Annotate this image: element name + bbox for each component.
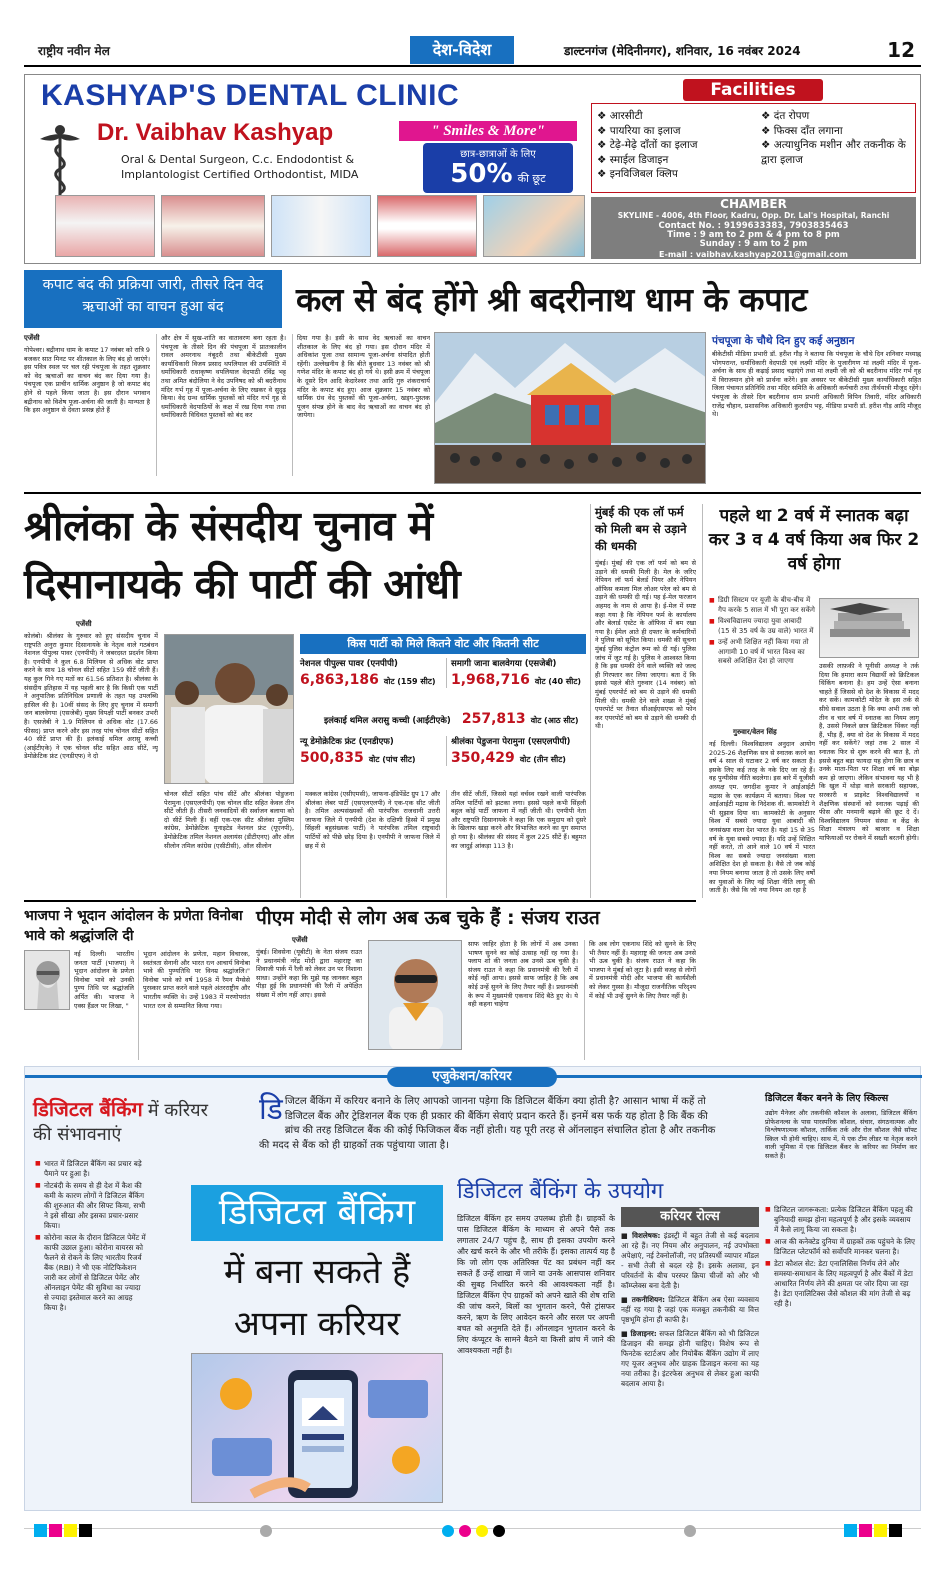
chamber-title: CHAMBER <box>720 197 787 211</box>
offer-percent: 50% <box>450 159 513 189</box>
skills-headline: डिजिटल बैंकर बनने के लिए स्किल्स <box>765 1093 889 1104</box>
party-name: श्रीलंका पेडुजना पेरामुना (एसएलपीपी) <box>451 737 571 747</box>
mumbai-story <box>590 504 696 898</box>
grey-dot <box>684 1522 696 1541</box>
education-section <box>24 1066 921 1511</box>
facility-item: ❖ पायरिया का इलाज <box>597 124 681 137</box>
article-column: नई दिल्ली। विश्वविद्यालय अनुदान आयोग 2025-26 शैक्षणिक सत्र से स्नातक करने का वर्ष 4 साल से घटाकर 2 वर्ष कर सकता है। इसके लिए कई तरह के नके दिए जा रहे हैं। वह पुन्यीसेस नीति बदलेगा। इस बारे में यूजीसी अध्यक्ष एम. जगदीश कुमार ने आईआईटी मद्रास के एक कार्यक्रम में बताया। विश्व पर आईआईटी मद्रास के निदेशक वी. कामकोटी ने भी सुझाव दिया था। कामकोटी के अनुसार विश्व में सबसे ज्यादा युवा आबादी की जनसंख्या वाला देश भारत है। यहां 15 से 35 वर्ष के युवा सबसे ज्यादा हैं। यदि उन्हें शिक्षित नहीं करते, तो आने वाले 10 वर्ष में भारत विश्व का सबसे ज्यादा जनसंख्या वाला अशिक्षित देश हो सकता है। वैसे तो जब कोई नया नियम बनाया जाता है तो उसके लिए वर्षों का युवाओं के लिए नई शिक्षा नीति लागू की जाती है। जैसे कि जो नया नियम आ रहा है <box>709 740 815 895</box>
byline: एजेंसी <box>24 334 40 342</box>
intro-text: जिटल बैंकिंग में करियर बनाने के लिए आपको जानना पड़ेगा कि डिजिटल बैंकिंग क्या होती है? आसान भाषा में कहें तो डिजिटल बैंक और ट्रेडिशनल बैंक एक ही प्रकार की बैंकिंग सेवाएं प्रदान करते हैं। इनमें बस फर्क यह होता है कि बैंक की ब्रांच की तरह डिजिटल बैंक की कोई फिजिकल बैंक नहीं होती। यह पूरी तरह से ऑनलाइन संचालित होता है और तकनीक की मदद से बैंक को ही ग्राहकों तक पहुंचाया जाता है। <box>259 1096 716 1151</box>
raut-headline: पीएम मोदी से लोग अब ऊब चुके हैं : संजय राउत <box>256 907 600 929</box>
highlight-item: ■ विश्वविद्यालय ज्यादा युवा आबादी (15 से 35 वर्ष के उम्र वाले) भारत में <box>709 617 815 636</box>
graduation-byline: गुरुवार/वेतन सिंह <box>733 728 777 736</box>
article-column: चोनल सीटों सहित पांच सीटें और श्रीलंका पोडुजना पेरामुना (एसएलपीपी) एक चोनल सीट सहित केवल तीन सीटें जीती हैं। तीसरी जनवादियों की सर्वाजन बलाया को दो सीटें मिली हैं। वहीं एक-एक सीट श्रीलंका मुस्लिम कांग्रेस, डेमोक्रेटिक यूनाइटेड नेशनल फ्रंट (यूएनपी), डेमोक्रेटिक तमिल नेशनल अलायंस (डीटीएनए) और ऑल सीलोन तमिल कांग्रेस (एसीटीसी), ऑल सीलोन <box>164 790 294 850</box>
party-name: नेशनल पीपुल्स पावर (एनपीपी) <box>300 659 398 669</box>
smile-photo <box>377 195 477 257</box>
cmyk-dots-center <box>442 1522 505 1541</box>
chamber-sunday: Sunday : 9 am to 2 pm <box>699 239 808 249</box>
career-prospects-list <box>35 1159 147 1315</box>
side-article: बीकेटीसी मीडिया प्रभारी डॉ. हरीश गौड़ ने बताया कि पंचपूजा के चौथे दिन शनिवार मध्याह्न भोगपरान्त, धर्माधिकारी वेदपाठी एवं लक्ष्मी मंदिर के पुजारीगण मां लक्ष्मी मंदिर में पूजा-अर्चना के साथ ही कढ़ाई प्रसाद चढ़ाएंगे तथा मां लक्ष्मी जी को श्री बदरीनाथ मंदिर गर्भ गृह में विराजमान होने को प्रार्थना करेंगे। इस अवसर पर बीकेटीसी मुख्य कार्याधिकारी सहित जिला पंचायत प्रतिनिधि तथा मंदिर समिति के अधिकारी कर्मचारी तथा तीर्थयात्री मौजूद रहेंगे। पंचपूजा के तीसरे दिन बदरीनाथ धाम प्रभारी अधिकारी विपिन तिवारी, मंदिर अधिकारी राजेंद्र चौहान, प्रशासनिक अधिकारी कुलदीप भट्ट, मीडिया प्रभारी डॉ. हरीश गौड़ आदि मौजूद थे। <box>712 350 921 419</box>
party-name: न्यू डेमोक्रेटिक फ्रंट (एनडीएफ) <box>300 737 394 747</box>
chamber-box <box>591 197 916 259</box>
grey-dot <box>260 1522 272 1541</box>
dateline: डाल्टनगंज (मेदिनीनगर), शनिवार, 16 नवंबर 2024 <box>564 44 801 58</box>
intro-paragraph <box>259 1092 717 1153</box>
article-column: साफ जाहिर होता है कि लोगों में अब उनका भाषण सुनने का कोई उत्साह नहीं रह गया है। फ्लाप शो की जनता अब उनसे ऊब चुकी है। संजय राउत ने कहा कि प्रधानमंत्री की रैली में कोई नहीं आया। इससे साफ जाहिर है कि अब कोई उन्हें सुनने के लिए तैयार नहीं है। प्रधानमंत्री के रूप में मुख्यमंत्री एकनाथ शिंदे बैठे हुए थे। ये वही कहना चाहेगा <box>468 940 578 1009</box>
roles-head: करियर रोल्स <box>621 1207 759 1227</box>
party-row <box>300 736 438 766</box>
facilities-list-right <box>761 109 911 167</box>
kicker-box: कपाट बंद की प्रक्रिया जारी, तीसरे दिन वेद ऋचाओं का वाचन हुआ बंद <box>24 270 282 328</box>
party-votes: 350,429 <box>451 750 515 766</box>
skills-intro: उद्योग मैनेजर और तकनीकी कौशल के अलावा, डिजिटल बैंकिंग प्रोफेशनल्स के पास पारस्परिक कौशल, संचार, संगठनात्मक और विश्लेषणात्मक कौशल, तार्किक तर्क और रोल कौशल जैसे सॉफ्ट स्किल भी होनी चाहिए। साथ में, ये एक टीम लीडर या नेतृत्व करने वाली भूमिका में एक डिजिटल बैंकर के करियर का निर्माण कर सकते हैं। <box>765 1109 917 1160</box>
party-name: इलंकाई थमिल अरासु कच्ची (आईटीएके) <box>324 716 451 726</box>
party-votes: 257,813 <box>461 711 526 727</box>
facilities-list-left <box>597 109 757 182</box>
chamber-address: SKYLINE - 4006, 4th Floor, Kadru, Opp. Dr. Lal's Hospital, Ranchi <box>617 211 890 220</box>
role-text: इंडस्ट्री में बहुत तेजी से कई बदलाव आ रहे हैं। नए नियम और अनुपालन, नई उपभोक्ता अपेक्षाएं, नई टेक्नोलॉजी, नए प्रतिस्पर्धी व्यापार मॉडल - सभी तेजी से बदल रहे हैं। इसके अलावा, इन परिवर्तनों के बीच परस्पर क्रिया चीजों को और भी कॉम्प्लेक्स बना देती है। <box>621 1231 759 1290</box>
cmyk-strip-right <box>844 1522 904 1541</box>
child-patient-photo <box>483 195 585 257</box>
chamber-time: Time : 9 am to 2 pm & 4 pm to 8 pm <box>667 229 840 240</box>
party-votes: 6,863,186 <box>300 672 379 688</box>
role-text: सफल डिजिटल बैंकिंग को भी डिजिटल डिजाइन की समझ होनी चाहिए। विशेष रूप से फिनटेक स्टार्टअप और नियोबैंक बैंकिंग उद्योग में लाए गए यूजर अनुभव और ग्राहक डिजाइन करना का यह नया तरीका है। इंटरफेस अनुभव से लेकर हुआ काफी बदलाव आया है। <box>621 1329 759 1388</box>
section-divider <box>24 492 921 494</box>
section-divider <box>24 900 696 902</box>
section-label: देश-विदेश <box>410 36 514 64</box>
caduceus-logo <box>35 123 85 199</box>
qualification-1: Oral & Dental Surgeon, C.c. Endodontist & <box>121 153 355 166</box>
article-column: तीन सीटें जीतीं, जिससे यहां वर्चस्व रखने वाली पारंपरिक तमिल पार्टियों को झटका लगा। इससे पहले कभी सिंहली बहुल कोई पार्टी जाफना में नहीं जीती थी। एनपीपी नेता और राष्ट्रपति दिसानायके ने कहा कि एक समुदाय को दूसरे के खिलाफ खड़ा करने और विभाजित करने का युग समाप्त हो गया है। श्रीलंका की संसद में कुल 225 सीटें हैं। बहुमत का जादुई आंकड़ा 113 है। <box>446 790 586 898</box>
role-item <box>621 1295 759 1325</box>
teeth-photo-strip <box>55 195 585 257</box>
masthead <box>24 36 921 66</box>
clinic-name: KASHYAP'S DENTAL CLINIC <box>41 79 460 112</box>
chamber-email: E-mail : vaibhav.kashyap2011@gmail.com <box>659 249 848 259</box>
sanjay-raut-photo <box>368 940 462 1050</box>
role-text: डिजिटल बैंकिंग अब ऐसा व्यवसाय नहीं रह गया है जहां एक मजबूत तकनीकी या वित्त पृष्ठभूमि होना ही काफी है। <box>621 1295 759 1324</box>
student-offer <box>423 143 573 193</box>
facilities-box <box>591 79 916 191</box>
cmyk-strip-left <box>34 1522 94 1541</box>
party-row <box>446 736 586 766</box>
head-rest: में करियर की संभावनाएं <box>33 1100 208 1145</box>
article-column: गोपेश्वर। बद्रीनाथ धाम के कपाट 17 नवंबर को रात्रि 9 बजकर सात मिनट पर शीतकाल के लिए बंद हो जाएंगे। इस पवित्र स्थल पर चल रही पंचपूजा के तहत शुक्रवार को वेद ऋचाओं का वाचन बंद कर दिया गया है। पंचपूजा एक प्राचीन धार्मिक अनुष्ठान है जो कपाट बंद होने से पहले किया जाता है। इस दौरान भगवान बद्रीनाथ को विशेष पूजा-अर्चना की जाती है। मान्यता है कि इस अनुष्ठान से देवता प्रसन्न होते हैं <box>24 346 150 415</box>
vinoba-bhave-photo <box>24 950 70 1010</box>
graphic-line-2: में बना सकते हैं <box>223 1252 411 1292</box>
facilities-title: Facilities <box>683 79 823 101</box>
party-votes: 500,835 <box>300 750 364 766</box>
skill-item: ■ डिजिटल जागरूकता: प्रत्येक डिजिटल बैंकिंग पहलू की बुनियादी समझ होना महत्वपूर्ण है और इसके व्यवसाय में कैसे लागू किया जा सकता है। <box>765 1205 917 1235</box>
role-item <box>621 1329 759 1389</box>
career-prospects-head <box>33 1095 227 1146</box>
facility-item: ❖ टेढ़े-मेढ़े दाँतों का इलाज <box>597 139 698 151</box>
graduation-story <box>702 504 921 898</box>
digital-banking-graphic <box>155 1177 445 1507</box>
role-item <box>621 1231 759 1291</box>
badrinath-temple-photo <box>434 332 706 484</box>
uses-article: डिजिटल बैंकिंग हर समय उपलब्ध होती है। ग्राहकों के पास डिजिटल बैंकिंग के माध्यम से अपने पैसे तक लगातार 24/7 पहुंच है, साथ ही इसका उपयोग करने और खर्च करने के और भी तरीके हैं। इसका तात्पर्य यह है कि जो लोग एक अतिरिक्त पेंट का प्रबंधन नहीं कर सकते हैं उन्हें शाखा में जाने या उनके आसपास शनिवार की सुबह निर्धारित करने की आवश्यकता नहीं है। डिजिटल बैंकिंग ऐप ग्राहकों को अपने खाते की शेष राशि की जांच करने, बिलों का भुगतान करने, पैसे ट्रांसफर करने, ऋण के लिए आवेदन करने और सरल पर अपनी बचत को अनुमति देते हैं। ऑनलाइन भुगतान करने के लिए कंप्यूटर के सामने बैठने या किसी ब्रांच में जाने की आवश्यकता नहीं है। <box>457 1214 615 1355</box>
page-number: 12 <box>887 38 915 62</box>
facility-item: ❖ आरसीटी <box>597 110 643 122</box>
facility-item: ❖ फिक्स दाँत लगाना <box>761 124 843 137</box>
party-row <box>300 708 586 727</box>
offer-line: छात्र-छात्राओं के लिए <box>460 149 536 160</box>
dental-clinic-ad <box>24 74 921 264</box>
head-red: डिजिटल बैंकिंग <box>33 1097 143 1121</box>
facility-item: ❖ इनविजिबल क्लिप <box>597 168 678 180</box>
article-column: नई दिल्ली। भारतीय जनता पार्टी (भाजपा) ने भूदान आंदोलन के प्रणेता विनोबा भावे को उनकी पुण्य तिथि पर श्रद्धांजलि अर्पित की। भाजपा ने एक्स हैंडल पर लिखा, " <box>74 950 134 1010</box>
skills-list <box>765 1205 917 1311</box>
skill-item: ■ आज की कनेक्टेड दुनिया में ग्राहकों तक पहुंचने के लिए डिजिटल प्लेटफॉर्म को सर्वोपरि मानकर चलना है। <box>765 1237 917 1257</box>
party-row <box>300 658 438 688</box>
print-marks <box>24 1522 921 1538</box>
facility-item: ❖ दंत रोपण <box>761 110 810 122</box>
qualification-2: Implantologist Certified Orthodontist, MIDA <box>121 168 359 181</box>
article-column: भूदान आंदोलन के प्रणेता, महान विचारक, स्वतंत्रता सेनानी और भारत रत्न आचार्य विनोबा भावे की पुण्यतिथि पर विनम्र श्रद्धांजलि।" विनोबा भावे को वर्ष 1958 में रैमन मैग्सेसे पुरस्कार प्राप्त करने वाले पहले अंतरराष्ट्रीय और भारतीय व्यक्ति थे। उन्हें 1983 में मरणोपरांत भारत रत्न से सम्मानित किया गया। <box>138 950 250 1060</box>
article-column: मक्कल कांग्रेस (एसीएमसी), जाफना-इंडिपेंडेंट ग्रुप 17 और श्रीलंका लेबर पार्टी (एसएलएलपी) ने एक-एक सीट जीती है। तमिल अल्पसंख्यकों की पारंपरिक राजधानी उत्तरी जाफना जिले में एनपीपी (देश के दक्षिणी हिस्से में प्रमुख सिंहली बहुसंख्यक पार्टी) ने पारंपरिक तमिल राष्ट्रवादी पार्टियों को पीछे छोड़ दिया है। एनपीपी ने जाफना जिले में छह में से <box>300 790 440 898</box>
facility-item: ❖ अत्याधुनिक मशीन और तकनीक के द्वारा इलाज <box>761 139 906 166</box>
badrinath-headline: कल से बंद होंगे श्री बदरीनाथ धाम के कपाट <box>296 280 807 319</box>
graduation-headline: पहले था 2 वर्ष में स्नातक बढ़ा कर 3 व 4 वर्ष किया अब फिर 2 वर्ष होगा <box>708 506 920 574</box>
teeth-photo <box>161 195 265 257</box>
party-seats: वोट (आठ सीट) <box>530 716 579 725</box>
skill-item: ■ डेटा कौशल सेट: डेटा एनालिसिस निर्णय लेने और समस्या-समाधान के लिए महत्वपूर्ण है और बैंकों में डेटा आधारित निर्णय लेने की क्षमता पर जोर दिया जा रहा है। डेटा एनालिटिक्स जैसे कौशल की मांग तेजी से बढ़ रही है। <box>765 1259 917 1309</box>
implant-photo <box>271 195 371 257</box>
tagline: " Smiles & More" <box>399 121 577 141</box>
byline: एजेंसी <box>292 936 308 944</box>
side-headline: पंचपूजा के चौथे दिन हुए कई अनुष्ठान <box>712 335 855 347</box>
article-column: उसकी लाफ़की ने यूनीसी अध्यक्ष ने तर्क दिया कि हमारा काम विद्यार्थी को क्रिटिकल थिंकिंग बनाना है। हम उन्हें ऐसा बनाना चाहते हैं जिससे वो देश के विकास में मदद कर सकें। कामकोटी मोदेत के इस तर्क से सीधे सवाल उठता है कि क्या अभी तक जो तीन व चार वर्ष में स्नातक का नियम लागू है, उससे निकले छात्र क्रिटिकल थिंकर नहीं हैं, भीड़ हैं, क्या वो देश के विकास में मदद नहीं कर सकेंगे? जहां तक 2 साल में स्नातक फिर से शुरू करने की बात है, तो इससे बहुत बड़ा फायदा यह होगा कि छात्र व उनके माता-पिता पर शिक्षा वर्ष का बोझ कम हो जाएगा। लेकिन संभावना यह भी है कि खुल में थोड़ा वाले सरकारी सहायक, सरकारी व प्राइवेट विश्वविद्यालयों व शैक्षणिक संस्थानों को स्नातक पढ़ाई की फीस और मनमानी बढ़ाने की छूट दे दें। विश्वविद्यालय नियमन संस्था व केंद्र के शिक्षा मंत्रालय को बाजार व शिक्षा माफियाओं पर रोकने में सख्ती बरतनी होगी। <box>819 662 919 842</box>
mumbai-headline: मुंबई की एक लॉ फर्म को मिली बम से उड़ाने की धमकी <box>595 505 687 553</box>
masthead-rule <box>24 65 921 67</box>
party-seats: वोट (तीन सीट) <box>519 755 566 764</box>
party-seats: वोट (40 सीट) <box>534 677 582 686</box>
chamber-contact: Contact No. : 9199633383, 7903835463 <box>658 220 849 231</box>
article-column: और क्षेत्र में सुख-शांति का वातावरण बना रहता है। पंचपूजा के तीसरे दिन की पंचपूजा में प्रातःकालीन रावल अमरनाथ नंबूदरी तथा बीकेटीसी मुख्य कार्याधिकारी विजय प्रसाद थपलियाल की उपस्थिति में धर्माधिकारी राधाकृष्ण थपलियाल वेदपाठी रविंद्र भट्ट तथा अमित बंदोलिया ने वेद उपनिषद को श्री बदरीनाथ मंदिर गर्भ गृह में पूजा-अर्चना के लिए रखकर वे सुदृढ़ किया। वेद ग्रन्थ धार्मिक पुस्तकों को मंदिर गर्भ गृह से धर्माधिकारी वेदपाठियों के कक्ष में रख दिया गया तथा धर्माधिकारी विधिवत पुस्तकों को बंद कर <box>156 334 286 476</box>
doctor-name: Dr. Vaibhav Kashyap <box>97 119 334 146</box>
drop-cap: डि <box>259 1092 283 1127</box>
srilanka-headline-2: दिसानायके की पार्टी की आंधी <box>24 560 461 608</box>
dissanayake-photo <box>164 634 294 784</box>
roles-list <box>621 1231 759 1503</box>
prospect-item: ■ भारत में डिजिटल बैंकिंग का प्रचार बड़े पैमाने पर हुआ है। <box>35 1159 147 1179</box>
education-banner: एजुकेशन/करियर <box>387 1067 557 1087</box>
article-column: कोलंबो। श्रीलंका के गुरुवार को हुए संसदीय चुनाव में राष्ट्रपति अनुरा कुमार दिसानायके के नेतृत्व वाले गठबंधन नेशनल पीपुल्स पावर (एनपीपी) ने जबरदस्त प्रदर्शन किया है। एनपीपी ने कुल 6.8 मिलियन से अधिक वोट प्राप्त करने के साथ 18 चोनल सीटों सहित 159 सीटें जीती हैं। यह कुल गिने गए मतों का 61.56 प्रतिशत है। श्रीलंका के संसदीय इतिहास में यह पहली बार है कि किसी एक पार्टी ने अनुपातिक प्रतिनिधित्व प्रणाली के तहत यह उपलब्धि हासिल की है। 10वीं संसद के लिए हुए चुनाव में समागी जन बालवेगया (एसजेबी) मुख्य विपक्षी पार्टी बनकर उभरी है। एसजेबी ने 1.9 मिलियन से अधिक वोट (17.66 फीसद) प्राप्त करने और इस तरह पांच चोनल सीटों सहित 40 सीटें प्राप्त की हैं। इलंकाई थमिल अरासु कच्ची (आईटीएके) ने एक चोनल सीट सहित आठ सीटें, न्यू डेमोक्रेटिक फ्रंट (एनडीएफ) ने दो <box>24 632 158 761</box>
prospect-item: ■ नोटबंदी के समय से ही देश में कैश की कमी के कारण लोगों ने डिजिटल बैंकिंग की शुरुआत की और सिफ्ट किया, सभी ने इसे सीखा और इसका प्रचार-प्रसार किया। <box>35 1181 147 1231</box>
srilanka-story <box>24 498 589 898</box>
graphic-title-bar: डिजिटल बैंकिंग <box>191 1185 443 1241</box>
article-column: मुंबई। शिवसेना (यूबीटी) के नेता संजय राउत ने प्रधानमंत्री नरेंद्र मोदी द्वारा महाराष्ट्र का शिवाजी पार्क में रैली को लेकर उन पर निशाना साधा। उन्होंने कहा कि मुझे यह जानकर बहुत पीड़ा हुई कि प्रधानमंत्री की रैली में अपेक्षित संख्या में लोग नहीं आए। इससे <box>256 948 362 999</box>
facility-item: ❖ स्माईल डिजाइन <box>597 153 669 166</box>
graphic-line-3: अपना करियर <box>233 1304 401 1344</box>
highlight-item: ■ उन्हें अभी शिक्षित नहीं किया गया तो आगामी 10 वर्ष में भारत विश्व का सबसे अशिक्षित देश हो जाएगा <box>709 638 815 667</box>
offer-suffix: की छूट <box>517 172 546 185</box>
vote-table <box>300 656 586 784</box>
graduation-highlights <box>709 596 815 669</box>
uses-headline: डिजिटल बैंकिंग के उपयोग <box>457 1179 664 1204</box>
badrinath-story <box>24 270 921 490</box>
bhoodan-headline: भाजपा ने भूदान आंदोलन के प्रणेता विनोबा भावे को श्रद्धांजलि दी <box>24 908 243 944</box>
vote-table-title: किस पार्टी को मिले कितने वोट और कितनी सीट <box>300 634 586 654</box>
party-seats: वोट (पांच सीट) <box>368 755 416 764</box>
srilanka-headline-1: श्रीलंका के संसदीय चुनाव में <box>24 502 433 550</box>
article-column: मुंबई। मुंबई की एक लॉ फर्म को बम से उड़ाने की धमकी मिली है। मेल के जरिए नेपियन लॉ फर्म बेलर्ड पियर और नेपियन ऑफिस कमला मिल लोअर परेल को बम से उड़ाने की धमकी दी गई। यह ई-मेल फरजान अहमद के नाम से आया है। ई-मेल में स्पष्ट कहा गया है कि नेपियन फर्म के कार्यालय और बेलार्ड एस्टेट के ऑफिस में बम रखा गया है। ईमेल आते ही दफ्तर के कर्मचारियों ने पुलिस को सूचित किया। धमकी की सूचना मुंबई पुलिस कंट्रोल रूम को दी गई। पुलिस जांच में जुट गई है। पुलिस ने आश्वस्त किया है कि इस धमकी देने वाले व्यक्ति को जल्द ही गिरफ्तार कर लिया जाएगा। बता दें कि इससे पहले बीते गुरुवार (14 नवंबर) को मुंबई एयरपोर्ट को बम से उड़ाने की धमकी मिली थी। धमकी देने वाले शख्स ने मुंबई एयरपोर्ट पर तैनात सीआईएसएफ को फोन कर एयरपोर्ट को बम से उड़ाने की धमकी दी थी। <box>595 559 696 731</box>
books-photo <box>819 598 919 658</box>
party-row <box>446 658 586 688</box>
raut-story <box>256 906 696 1060</box>
role-title: ■ डिजाइनर: <box>621 1329 660 1338</box>
byline: एजेंसी <box>76 620 92 628</box>
bhoodan-story <box>24 906 250 1060</box>
teeth-photo <box>55 195 155 257</box>
highlight-item: ■ डिग्री सिस्टम पर यूजी के बीच-बीच में गैप करके 5 साल में भी पूरा कर सकेंगे <box>709 596 815 615</box>
mobile-banking-illustration <box>191 1353 443 1503</box>
paper-logo: राष्ट्रीय नवीन मेल <box>38 44 110 58</box>
role-title: ■ विशलेषक: <box>621 1231 664 1240</box>
role-title: ■ तकनीशियन: <box>621 1295 669 1304</box>
party-seats: वोट (159 सीट) <box>383 677 436 686</box>
article-column: दिया गया है। इसी के साथ वेद ऋचाओं का वाचन शीतकाल के लिए बंद हो गया। इस दौरान मंदिर में अधिकांश पूजा तथा सामान्य पूजा-अर्चना संपादित होती रहेंगी। उल्लेखनीय है कि बीते बुधवार 13 नवंबर को श्री गणेश मंदिर के कपाट बंद हो गये थे। इसी क्रम में पंचपूजा के दूसरे दिन आदि केदारेश्वर तथा आदि गुरु शंकराचार्य मंदिर के कपाट बंद हुए। आज शुक्रवार 15 नवंबर को धार्मिक ग्रंथ वेद पुस्तकों की पूजा-अर्चना, खड्ग-पुस्तक पूजन संपन्न होने के बाद वेद ऋचाओं का वाचन बंद हो जायेगा। <box>292 334 430 476</box>
party-votes: 1,968,716 <box>451 672 530 688</box>
prospect-item: ■ कोरोना काल के दौरान डिजिटल पेमेंट में काफी उछाल हुआ। कोरोना वायरस को फैलने से रोकने के लिए भारतीय रिजर्व बैंक (RBI) ने भी एक नोटिफिकेशन जारी कर लोगों से डिजिटल पेमेंट और ऑनलाइन पेमेंट की सुविधा का ज्यादा से ज्यादा इस्तेमाल करने का आग्रह किया है। <box>35 1233 147 1313</box>
party-name: समागी जाना बालवेगया (एसजेबी) <box>451 659 557 669</box>
article-column: कि अब लोग एकनाथ शिंदे को सुनने के लिए भी तैयार नहीं हैं। महाराष्ट्र की जनता अब उनसे भी ऊब चुकी है। संजय राउत ने कहा कि भाजपा ने मुंबई को लूटा है। इसी वजह से लोगों में प्रधानमंत्री मोदी और भाजपा की कार्यशैली को लेकर गुस्सा है। मौजूदा राजनीतिक परिदृश्य में कोई भी उन्हें सुनने के लिए तैयार नहीं है। <box>584 940 696 1060</box>
